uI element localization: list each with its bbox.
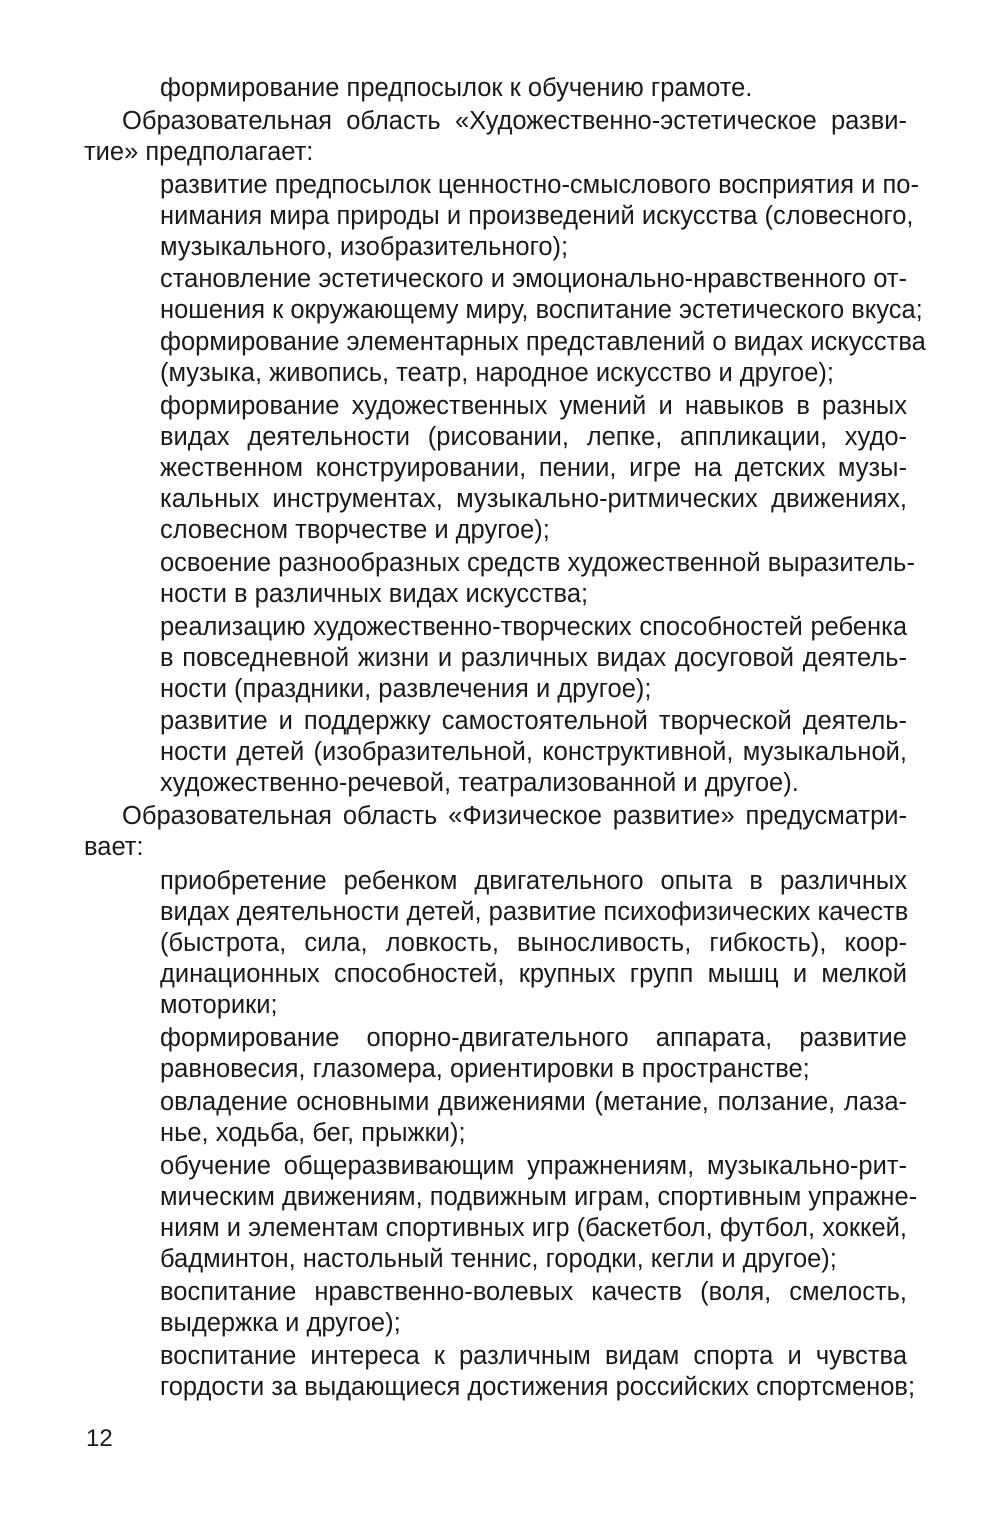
paragraph-heading-line: Образовательная область «Физическое развитие» предусматри- — [122, 802, 907, 830]
paragraph-heading-line: вает: — [84, 833, 144, 861]
list-item-line: нимания мира природы и произведений искусства (словесного, — [160, 202, 914, 230]
list-item-line: (музыка, живопись, театр, народное искусство и другое); — [160, 359, 834, 387]
list-item-line: мическим движениям, подвижным играм, спортивным упражне- — [160, 1183, 918, 1211]
list-item-line: обучение общеразвивающим упражнениям, музыкально-рит- — [160, 1152, 907, 1180]
paragraph-heading-line: Образовательная область «Художественно-эстетическое разви- — [122, 107, 907, 135]
paragraph-heading-line: тие» предполагает: — [84, 138, 314, 166]
list-item-line: ниям и элементам спортивных игр (баскетбол, футбол, хоккей, — [160, 1214, 907, 1242]
list-item-line: моторики; — [160, 991, 278, 1019]
list-item-line: ности детей (изобразительной, конструктивной, музыкальной, — [160, 738, 907, 766]
list-item-line: (быстрота, сила, ловкость, выносливость, гибкость), коор- — [160, 929, 907, 957]
list-item-line: ности в различных видах искусства; — [160, 580, 589, 608]
list-item-line: формирование элементарных представлений о видах искусства — [160, 328, 926, 356]
list-item-line: овладение основными движениями (метание, ползание, лаза- — [160, 1088, 907, 1116]
list-item-line: нье, ходьба, бег, прыжки); — [160, 1119, 466, 1147]
text-line: формирование предпосылок к обучению грамоте. — [160, 74, 753, 102]
list-item-line: освоение разнообразных средств художественной выразитель- — [160, 549, 915, 577]
list-item-line: развитие и поддержку самостоятельной творческой деятель- — [160, 707, 907, 735]
list-item-line: словесном творчестве и другое); — [160, 516, 550, 544]
list-item-line: жественном конструировании, пении, игре на детских музы- — [160, 454, 907, 482]
list-item-line: развитие предпосылок ценностно-смыслового восприятия и по- — [160, 171, 919, 199]
list-item-line: приобретение ребенком двигательного опыта в различных — [160, 867, 907, 895]
list-item-line: ношения к окружающему миру, воспитание эстетического вкуса; — [160, 296, 923, 324]
list-item-line: художественно-речевой, театрализованной и другое). — [160, 769, 799, 797]
list-item-line: видах деятельности (рисовании, лепке, аппликации, худо- — [160, 423, 907, 451]
list-item-line: выдержка и другое); — [160, 1309, 401, 1337]
list-item-line: воспитание интереса к различным видам спорта и чувства — [160, 1342, 907, 1370]
list-item-line: кальных инструментах, музыкально-ритмических движениях, — [160, 485, 907, 513]
list-item-line: воспитание нравственно-волевых качеств (воля, смелость, — [160, 1278, 907, 1306]
list-item-line: формирование художественных умений и навыков в разных — [160, 392, 907, 420]
list-item-line: равновесия, глазомера, ориентировки в пространстве; — [160, 1055, 810, 1083]
list-item-line: динационных способностей, крупных групп мышц и мелкой — [160, 960, 907, 988]
list-item-line: реализацию художественно-творческих способностей ребенка — [160, 613, 907, 641]
list-item-line: в повседневной жизни и различных видах досуговой деятель- — [160, 644, 907, 672]
list-item-line: формирование опорно-двигательного аппарата, развитие — [160, 1024, 907, 1052]
list-item-line: гордости за выдающиеся достижения российских спортсменов; — [160, 1373, 916, 1401]
list-item-line: видах деятельности детей, развитие психофизических качеств — [160, 898, 909, 926]
list-item-line: становление эстетического и эмоционально-нравственного от- — [160, 265, 907, 293]
list-item-line: ности (праздники, развлечения и другое); — [160, 675, 652, 703]
page-number: 12 — [86, 1425, 113, 1452]
list-item-line: бадминтон, настольный теннис, городки, кегли и другое); — [160, 1245, 837, 1273]
list-item-line: музыкального, изобразительного); — [160, 233, 569, 261]
